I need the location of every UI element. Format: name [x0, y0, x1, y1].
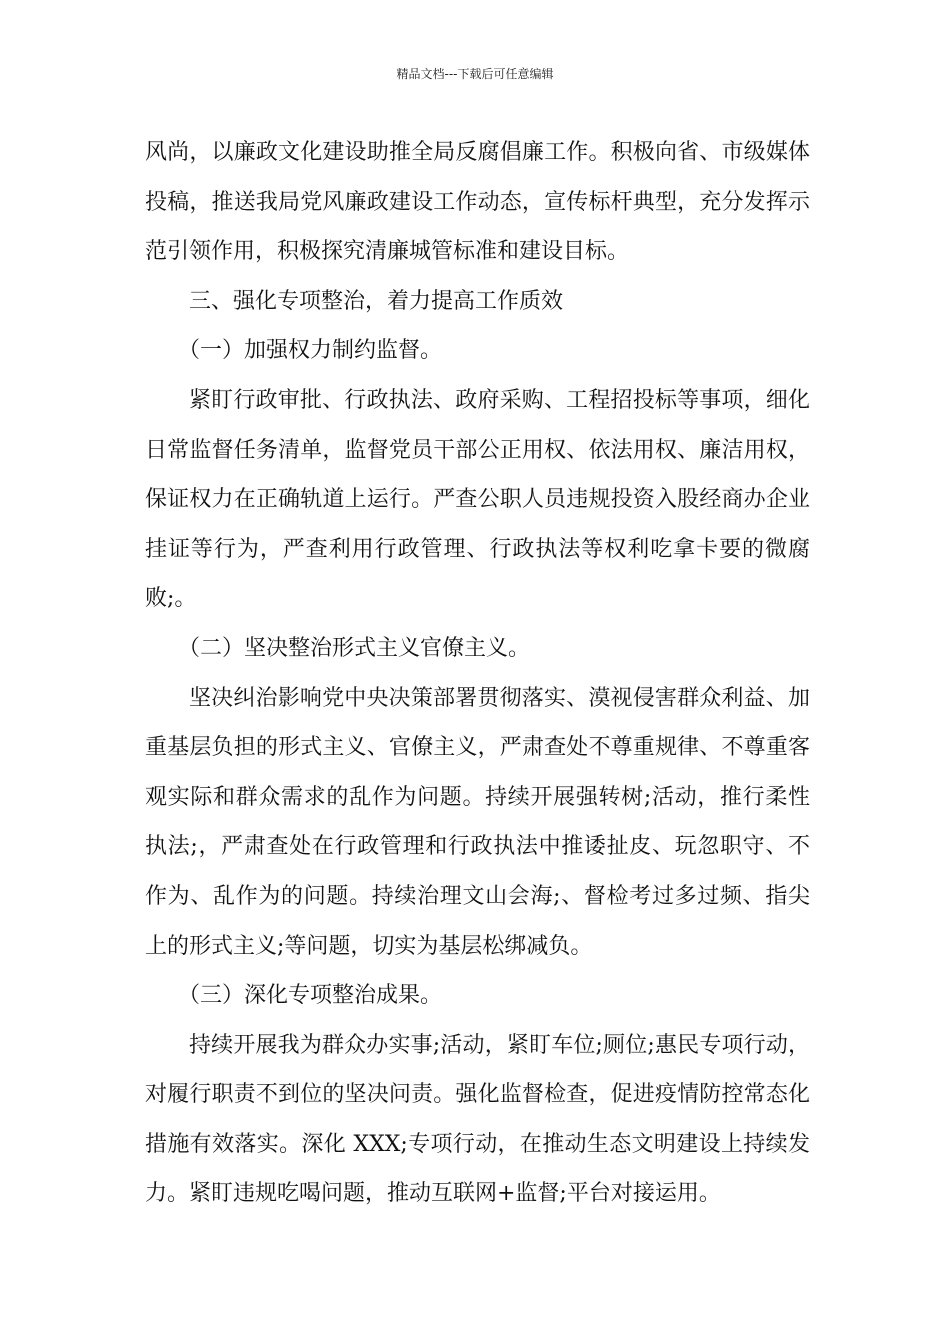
paragraph-body-1: 紧盯行政审批、行政执法、政府采购、工程招投标等事项，细化日常监督任务清单，监督党员干部公正用权、依法用权、廉洁用权，保证权力在正确轨道上运行。严查公职人员违规投资入股经商办企业挂证等行为，严查利用行政管理、行政执法等权利吃拿卡要的微腐败;。: [145, 387, 810, 612]
section-heading: 三、强化专项整治，着力提高工作质效: [189, 288, 564, 314]
paragraph-body-2: 坚决纠治影响党中央决策部署贯彻落实、漠视侵害群众利益、加重基层负担的形式主义、官僚主义，严肃查处不尊重规律、不尊重客观实际和群众需求的乱作为问题。持续开展强转树;活动，推行柔性执法;，严肃查处在行政管理和行政执法中推诿扯皮、玩忽职守、不作为、乱作为的问题。持续治理文山会海;、督检考过多过频、指尖上的形式主义;等问题，切实为基层松绑减负。: [145, 685, 810, 959]
document-body: [145, 128, 810, 1219]
paragraph-body-3: 持续开展我为群众办实事;活动，紧盯车位;厕位;惠民专项行动，对履行职责不到位的坚决问责。强化监督检查，促进疫情防控常态化措施有效落实。深化 XXX;专项行动，在推动生态文明建设上持续发力。紧盯违规吃喝问题，推动互联网+监督;平台对接运用。: [145, 1032, 810, 1207]
subsection-heading-2: （二）坚决整治形式主义官僚主义。: [178, 635, 531, 661]
page-header: 精品文档---下载后可任意编辑: [396, 67, 554, 81]
subsection-heading-3: （三）深化专项整治成果。: [178, 983, 443, 1009]
subsection-heading-1: （一）加强权力制约监督。: [178, 338, 443, 364]
paragraph-continuation: 风尚，以廉政文化建设助推全局反腐倡廉工作。积极向省、市级媒体投稿，推送我局党风廉政建设工作动态，宣传标杆典型，充分发挥示范引领作用，积极探究清廉城管标准和建设目标。: [145, 140, 810, 265]
